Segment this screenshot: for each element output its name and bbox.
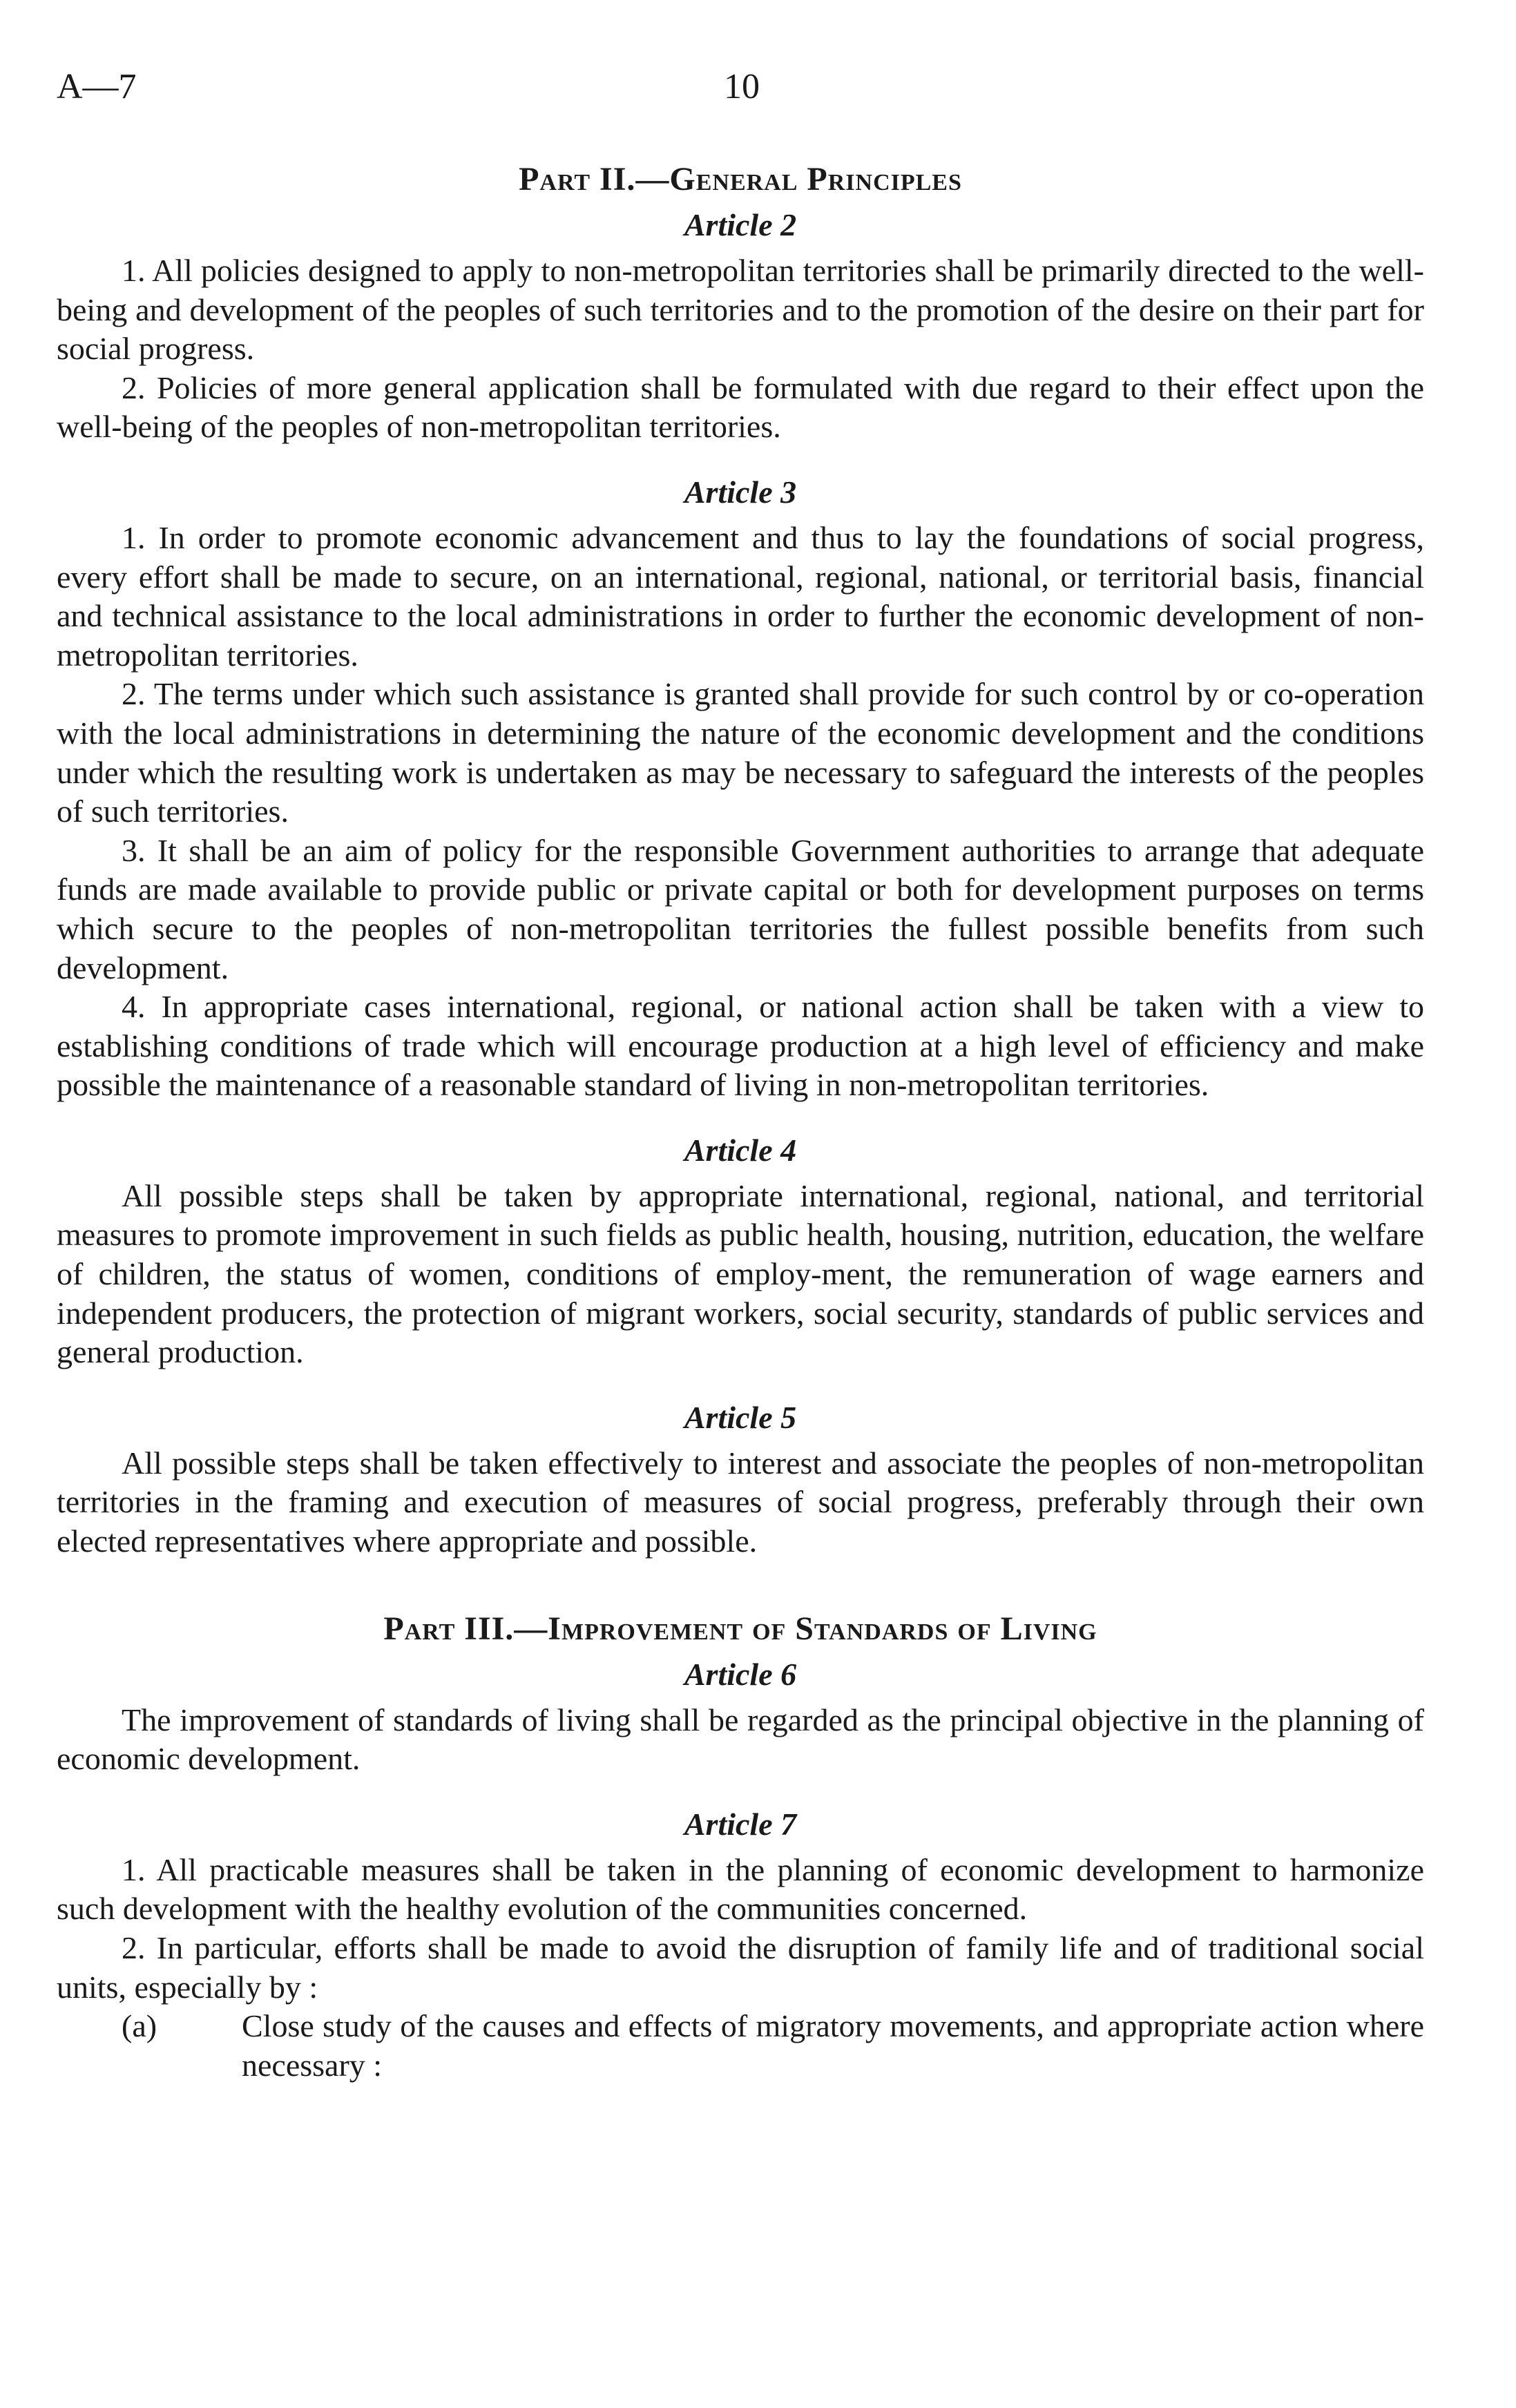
article-7-item-a <box>57 2007 1424 2085</box>
article-3-paragraph-4: 4. In appropriate cases international, regional, or national action shall be taken with a view to establishing conditions of trade which will encourage production at a high level of efficiency and make possible the maintenance of a reasonable standard of living in non-metropolitan territories. <box>57 989 1424 1103</box>
article-6-paragraph: The improvement of standards of living shall be regarded as the principal objective in the planning of economic development. <box>57 1702 1424 1777</box>
part-ii-heading: Part II.—General Principles <box>519 161 962 198</box>
article-2-title: Article 2 <box>684 207 797 242</box>
body-text <box>57 160 1424 2085</box>
article-4-title: Article 4 <box>684 1132 797 1168</box>
article-3-paragraph-1: 1. In order to promote economic advancement and thus to lay the foundations of social progress, every effort shall be made to secure, on an international, regional, national, or territorial basis, financial and technical assistance to the local administrations in order to further the economic development of non-metropolitan territories. <box>57 519 1424 673</box>
document-code: A—7 <box>57 67 137 106</box>
part-iii-heading: Part III.—Improvement of Standards of Living <box>383 1610 1097 1647</box>
article-5-title: Article 5 <box>684 1399 797 1435</box>
article-3-title: Article 3 <box>684 474 797 510</box>
item-a-marker: (a) <box>122 2008 157 2044</box>
article-2-paragraph-1: 1. All policies designed to apply to non-metropolitan territories shall be primarily directed to the well-being and development of the peoples of such territories and to the promotion of the desire on their part for social progress. <box>57 253 1424 367</box>
article-3-paragraph-3: 3. It shall be an aim of policy for the responsible Government authorities to arrange that adequate funds are made available to provide public or private capital or both for development purposes on terms which secure to the peoples of non-metropolitan territories the fullest possible benefits from such development. <box>57 832 1424 985</box>
article-5-paragraph: All possible steps shall be taken effectively to interest and associate the peoples of non-metropolitan territories in the framing and execution of measures of social progress, preferably through their own elected representatives where appropriate and possible. <box>57 1445 1424 1559</box>
article-2-paragraph-2: 2. Policies of more general application shall be formulated with due regard to their effect upon the well-being of the peoples of non-metropolitan territories. <box>57 369 1424 445</box>
article-4-paragraph: All possible steps shall be taken by appropriate international, regional, national, and territorial measures to promote improvement in such fields as public health, housing, nutrition, education, the welfare of children, the status of women, conditions of employ-ment, the remuneration of wage earners and independent producers, the protection of migrant workers, social security, standards of public services and general production. <box>57 1177 1424 1370</box>
article-7-paragraph-2: 2. In particular, efforts shall be made to avoid the disruption of family life and of traditional social units, especially by : <box>57 1930 1424 2005</box>
page-number: 10 <box>724 67 760 106</box>
item-a-text: Close study of the causes and effects of migratory movements, and appropriate action where necessary : <box>242 2008 1424 2083</box>
article-6-title: Article 6 <box>684 1656 797 1692</box>
article-7-paragraph-1: 1. All practicable measures shall be taken in the planning of economic development to harmonize such development with the healthy evolution of the communities concerned. <box>57 1851 1424 1927</box>
article-3-paragraph-2: 2. The terms under which such assistance is granted shall provide for such control by or co-operation with the local administrations in determining the nature of the economic development and the conditions under which the resulting work is undertaken as may be necessary to safeguard the interests of the peoples of such territories. <box>57 676 1424 829</box>
article-7-title: Article 7 <box>684 1806 797 1842</box>
